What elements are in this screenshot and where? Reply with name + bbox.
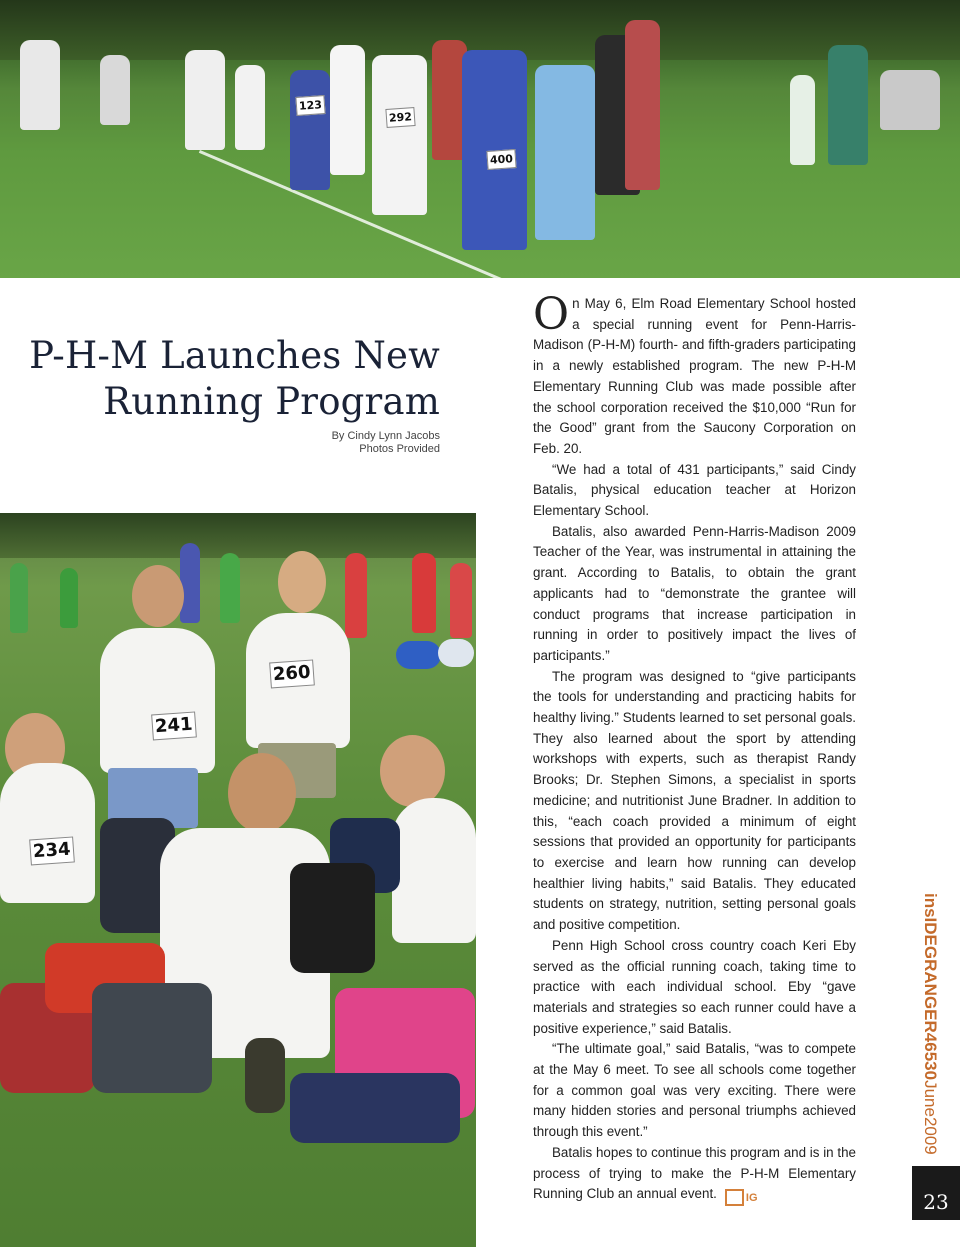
runner: [185, 50, 225, 150]
race-bib: 234: [29, 837, 74, 866]
backpack: [92, 983, 212, 1093]
background-person: [180, 543, 200, 623]
kid-head: [132, 565, 184, 627]
tree-line: [0, 513, 476, 558]
background-person: [60, 568, 78, 628]
background-person: [220, 553, 240, 623]
runner: [20, 40, 60, 130]
runner: [235, 65, 265, 150]
drop-cap: O: [533, 289, 570, 340]
article-paragraph: On May 6, Elm Road Elementary School hosted a special running event for Penn-Harris-Madison (P-H-M) fourth- and fifth-graders participating in a newly established program. The new P-H-M Elementary Running Club was made possible after the school corporation received the $10,000 “Run for the Good” grant from the Saucony Corporation on Feb. 20.: [533, 289, 856, 456]
runner: [290, 70, 330, 190]
top-photo-race: [0, 0, 960, 278]
headline-line-1: P-H-M Launches New: [29, 334, 440, 377]
runner: [828, 45, 868, 165]
race-bib: 123: [295, 95, 325, 116]
byline-photos: Photos Provided: [359, 443, 440, 455]
runner: [100, 55, 130, 125]
background-person: [10, 563, 28, 633]
runner: [790, 75, 815, 165]
article-paragraph: Batalis hopes to continue this program and is in the process of trying to make the P-H-M Elementary Running Club an annual event. IG: [533, 1144, 856, 1205]
headline-line-2: Running Program: [103, 380, 440, 423]
cooler: [396, 641, 441, 669]
magazine-brand: insIDEGRANGER46530: [921, 893, 940, 1081]
runner: [535, 65, 595, 240]
headline: [20, 333, 440, 425]
race-bib: 400: [486, 149, 516, 170]
folio-text: [920, 893, 940, 1155]
backpack: [290, 863, 375, 973]
article-paragraph: Penn High School cross country coach Keri Eby served as the official running coach, taking time to practice with each individual school. Eby “gave materials and strategies so each runner could have a positive experience,” said Batalis.: [533, 937, 856, 1036]
runner: [625, 20, 660, 190]
shoe: [245, 1038, 285, 1113]
kid-shirt: [100, 628, 215, 773]
kid-shirt: [392, 798, 476, 943]
race-bib: 241: [151, 712, 196, 741]
bottom-photo-kids: [0, 513, 476, 1247]
article-paragraph: “The ultimate goal,” said Batalis, “was to compete at the May 6 meet. To see all schools come together for a common goal was very exciting. There were many hidden stories and personal triumphs achieved through this event.”: [533, 1041, 856, 1140]
article-paragraph: Batalis, also awarded Penn-Harris-Madison 2009 Teacher of the Year, was instrumental in attaining the grant. According to Batalis, to obtain the grant applicants had to “demonstrate the grantee will conduct programs that increase participation in running in order to positively impact the lives of participants.”: [533, 523, 856, 663]
race-bib: 292: [385, 107, 415, 128]
race-bib: 260: [269, 660, 314, 689]
background-person: [412, 553, 436, 633]
byline: [240, 430, 440, 456]
byline-author: By Cindy Lynn Jacobs: [331, 430, 440, 442]
issue-date: June2009: [921, 1080, 940, 1155]
kid-shirt: [0, 763, 95, 903]
vertical-folio: [918, 893, 940, 1158]
background-person: [345, 553, 367, 638]
runner: [372, 55, 427, 215]
runner: [880, 70, 940, 130]
article-paragraph: The program was designed to “give participants the tools for understanding and practicing habits for healthy living.” Students learned to set personal goals. They also learned about the sport by attending workshops with experts, such as therapist Randy Brooks; Dr. Stephen Simons, a specialist in sports medicine; and nutritionist June Bradner. In addition to this, “each coach provided a minimum of eight sessions that provided an opportunity for participants to exercise and learn how running can develop healthier living habits,” said Batalis. They educated students on strategy, nutrition, setting personal goals and positive competition.: [533, 668, 856, 933]
end-mark-icon: IG: [725, 1189, 744, 1206]
background-person: [450, 563, 472, 638]
kid-head: [380, 735, 445, 807]
kid-head: [228, 753, 296, 833]
page-number: 23: [912, 1166, 960, 1220]
kid-head: [278, 551, 326, 613]
runner: [330, 45, 365, 175]
backpack: [290, 1073, 460, 1143]
cooler: [438, 639, 474, 667]
article-paragraph: “We had a total of 431 participants,” said Cindy Batalis, physical education teacher at Horizon Elementary School.: [533, 461, 856, 519]
article-body: [533, 289, 856, 1206]
